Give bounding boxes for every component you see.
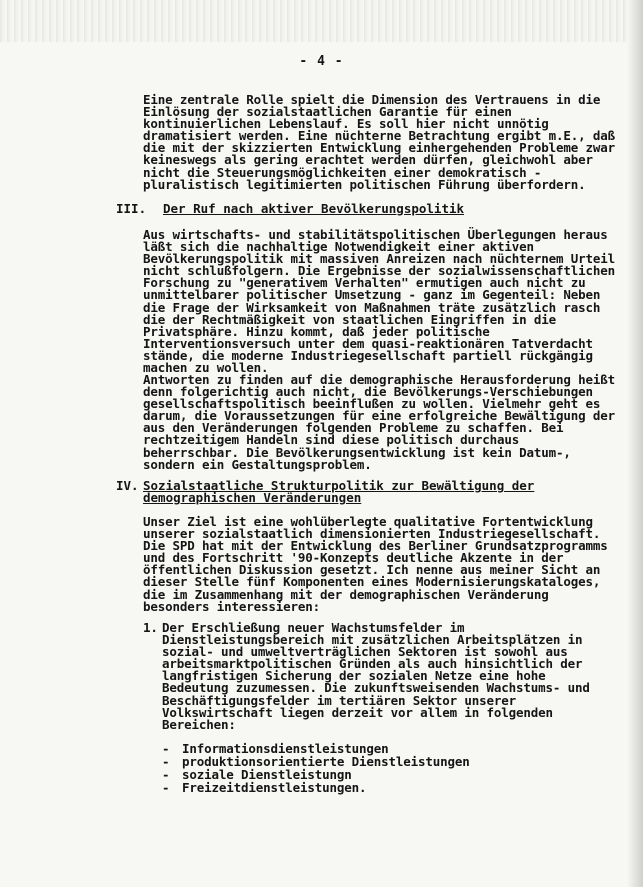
section-4-numeral: IV. xyxy=(116,478,139,493)
text-line: Die SPD hat mit der Entwicklung des Berliner Grundsatzprogramms xyxy=(143,538,608,554)
text-line: öffentlichen Diskussion gesetzt. Ich nenne aus meiner Sicht an xyxy=(143,562,601,578)
text-line: die mit der skizzierten Entwicklung einhergehenden Probleme zwar xyxy=(143,140,616,156)
bullet-dash: - xyxy=(162,754,170,769)
section-4-title-line: Sozialstaatliche Strukturpolitik zur Bewältigung der xyxy=(143,478,535,493)
text-line: Antworten zu finden auf die demographische Herausforderung heißt xyxy=(143,372,616,387)
text-line: nicht schlußfolgern. Die Ergebnisse der sozialwissenschaftlichen xyxy=(143,263,616,279)
text-line: kontinuierlichen Lebenslauf. Es soll hier nicht unnötig xyxy=(143,116,549,132)
section-3-paragraph-2 xyxy=(143,374,615,471)
text-line: die Frage der Wirksamkeit von Maßnahmen träte zusätzlich rasch xyxy=(143,299,601,315)
text-line: unmittelbarer politischer Umsetzung - ganz im Gegenteil: Neben xyxy=(143,287,601,303)
text-line: Privatsphäre. Hinzu kommt, daß jeder politische xyxy=(143,323,490,339)
text-line: dieser Stelle fünf Komponenten eines Modernisierungskataloges, xyxy=(143,574,601,590)
text-line: Dienstleistungsbereich mit zusätzlichen Arbeitsplätzen in xyxy=(162,632,583,648)
text-line: Volkswirtschaft liegen derzeit vor allem in folgenden xyxy=(162,704,553,720)
text-line: die der Rechtmäßigkeit von staatlichen Eingriffen in die xyxy=(143,311,557,327)
section-4-paragraph xyxy=(143,516,608,613)
text-line: sozial- und umweltverträglichen Sektoren ist sowohl aus xyxy=(162,644,568,660)
text-line: rechtzeitigem Handeln sind diese politisch durchaus xyxy=(143,432,520,448)
bullet-dash: - xyxy=(162,780,170,795)
section-3-title: Der Ruf nach aktiver Bevölkerungspolitik xyxy=(163,201,465,216)
text-line: unserer sozialstaatlich dimensionierten Industriegesellschaft. xyxy=(143,526,601,542)
section-3-numeral: III. xyxy=(116,201,147,216)
section-4-title-line: demographischen Veränderungen xyxy=(143,490,362,505)
section-3-paragraph-1 xyxy=(143,229,615,374)
text-line: Forschung zu "generativem Verhalten" ermutigen auch nicht zu xyxy=(143,275,586,291)
page-number: - 4 - xyxy=(299,54,344,69)
text-line: langfristigen Sicherung der sozialen Netze eine hohe xyxy=(162,668,546,684)
text-line: Aus wirtschafts- und stabilitätspolitischen Überlegungen heraus xyxy=(143,227,608,242)
text-line: Bevölkerungspolitik mit massiven Anreizen nach nüchternem Urteil xyxy=(143,251,616,267)
bullet-item: Freizeitdienstleistungen. xyxy=(182,780,367,795)
bullet-dash: - xyxy=(162,741,170,756)
bullet-dash: - xyxy=(162,767,170,782)
text-line: nicht die Steuerungsmöglichkeiten einer demokratisch - xyxy=(143,164,542,180)
text-line: Der Erschließung neuer Wachstumsfelder im xyxy=(162,620,465,635)
text-line: Bedeutung zuzumessen. Die zukunftsweisenden Wachstums- und xyxy=(162,680,590,696)
text-line: gesellschaftspolitisch beeinflußen zu wollen. Vielmehr geht es xyxy=(143,396,601,412)
text-line: dramatisiert werden. Eine nüchterne Betrachtung ergibt m.E., daß xyxy=(143,128,616,144)
text-line: machen zu wollen. xyxy=(143,360,269,376)
text-line: die im Zusammenhang mit der demographischen Veränderung xyxy=(143,586,549,602)
text-line: Einlösung der sozialstaatlichen Garantie für einen xyxy=(143,104,512,120)
bullet-item: soziale Dienstleistungn xyxy=(182,767,352,782)
text-line: Interventionsversuch unter dem quasi-reaktionären Tatverdacht xyxy=(143,335,593,351)
bullet-item: produktionsorientierte Dienstleistungen xyxy=(182,754,470,769)
text-line: arbeitsmarktpolitischen Gründen als auch hinsichtlich der xyxy=(162,656,583,672)
scan-edge-top xyxy=(0,0,643,42)
item-1-number: 1. xyxy=(143,620,158,635)
intro-paragraph xyxy=(143,94,615,191)
text-line: Eine zentrale Rolle spielt die Dimension des Vertrauens in die xyxy=(143,92,601,107)
bullet-item: Informationsdienstleistungen xyxy=(182,741,389,756)
text-line: stände, die moderne Industriegesellschaft partiell rückgängig xyxy=(143,347,593,363)
item-1-text xyxy=(162,622,590,731)
text-line: aus den Veränderungen folgenden Probleme zu schaffen. Bei xyxy=(143,420,564,436)
text-line: besonders interessieren: xyxy=(143,598,321,614)
text-line: Beschäftigungsfelder im tertiären Sektor unserer xyxy=(162,692,517,708)
text-line: keineswegs als gering erachtet werden dürfen, gleichwohl aber xyxy=(143,152,593,168)
text-line: darum, die Voraussetzungen für eine erfolgreiche Bewältigung der xyxy=(143,408,616,424)
text-line: denn folgerichtig auch nicht, die Bevölkerungs-Verschiebungen xyxy=(143,384,593,400)
text-line: pluralistisch legitimierten politischen Führung überfordern. xyxy=(143,176,586,192)
text-line: sondern ein Gestaltungsproblem. xyxy=(143,456,372,472)
text-line: und des Fortschritt '90-Konzepts deutliche Akzente in der xyxy=(143,550,564,566)
text-line: Unser Ziel ist eine wohlüberlegte qualitative Fortentwicklung xyxy=(143,514,593,529)
section-4-title xyxy=(143,480,534,504)
text-line: läßt sich die nachhaltige Notwendigkeit einer aktiven xyxy=(143,239,534,255)
text-line: Bereichen: xyxy=(162,716,236,732)
text-line: beherrschbar. Die Bevölkerungsentwicklung ist kein Datum-, xyxy=(143,444,571,460)
scan-edge-right xyxy=(627,0,643,887)
